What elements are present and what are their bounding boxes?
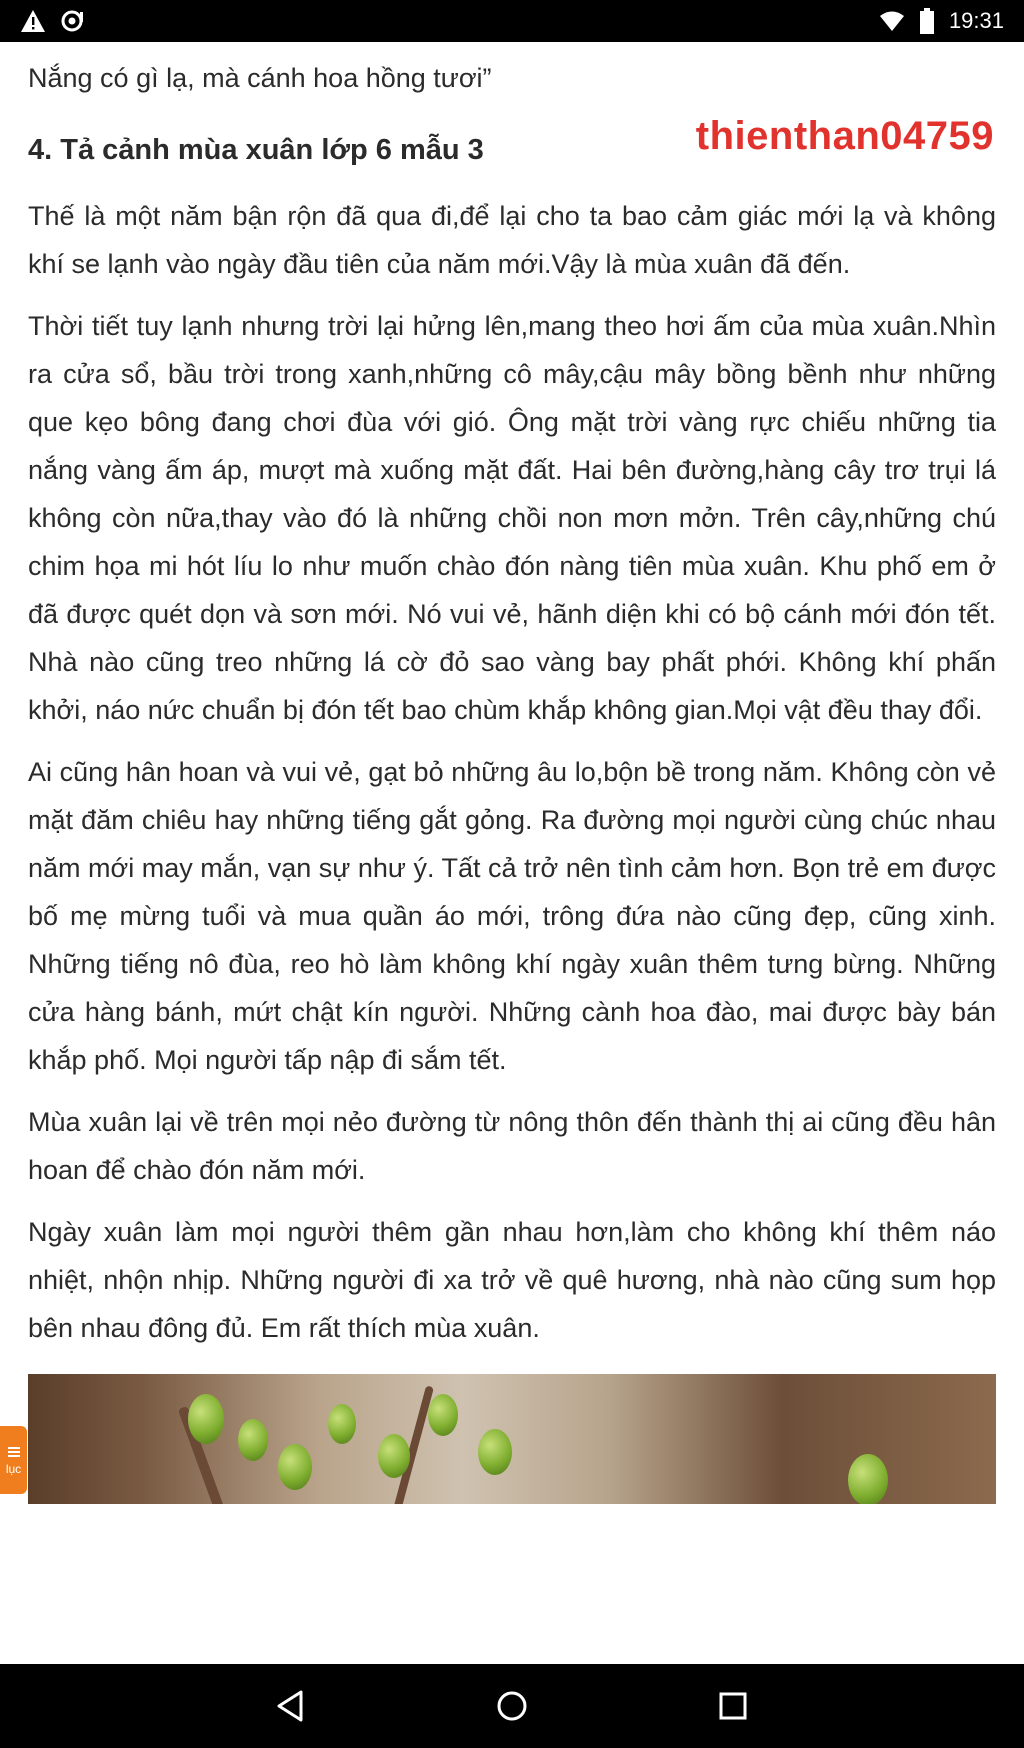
notification-icon xyxy=(60,9,86,33)
recents-icon xyxy=(718,1691,748,1721)
photo-bud xyxy=(378,1434,410,1478)
photo-bud xyxy=(478,1429,512,1475)
wifi-icon xyxy=(879,10,905,32)
navigation-bar xyxy=(0,1664,1024,1748)
recents-button[interactable] xyxy=(703,1676,763,1736)
warning-icon xyxy=(20,9,46,33)
status-bar xyxy=(0,0,1024,42)
photo-bud xyxy=(328,1404,356,1444)
paragraph-1: Thế là một năm bận rộn đã qua đi,để lại cho ta bao cảm giác mới lạ và không khí se lạnh vào ngày đầu tiên của năm mới.Vậy là mùa xuân đã đến. xyxy=(28,201,996,279)
back-icon xyxy=(274,1689,308,1723)
quote-line: Nắng có gì lạ, mà cánh hoa hồng tươi” xyxy=(28,63,492,93)
home-button[interactable] xyxy=(482,1676,542,1736)
back-button[interactable] xyxy=(261,1676,321,1736)
paragraph-4: Mùa xuân lại về trên mọi nẻo đường từ nông thôn đến thành thị ai cũng đều hân hoan để chào đón năm mới. xyxy=(28,1107,996,1185)
home-icon xyxy=(495,1689,529,1723)
paragraph-5: Ngày xuân làm mọi người thêm gần nhau hơn,làm cho không khí thêm náo nhiệt, nhộn nhịp. Những người đi xa trở về quê hương, nhà nào cũng sum họp bên nhau đông đủ. Em rất thích mùa xuân. xyxy=(28,1217,996,1343)
status-right-icons xyxy=(879,8,1004,34)
table-of-contents-tab[interactable] xyxy=(0,1426,27,1494)
status-left-icons xyxy=(20,9,86,33)
heading-row xyxy=(28,114,996,178)
menu-icon xyxy=(8,1445,20,1459)
photo-bud xyxy=(848,1454,888,1504)
article-content xyxy=(28,42,996,1664)
paragraph-3: Ai cũng hân hoan và vui vẻ, gạt bỏ những âu lo,bộn bề trong năm. Không còn vẻ mặt đăm chiêu hay những tiếng gắt gỏng. Ra đường mọi người cùng chúc nhau năm mới may mắn, vạn sự như ý. Tất cả trở nên tình cảm hơn. Bọn trẻ em được bố mẹ mừng tuổi và mua quần áo mới, trông đứa nào cũng đẹp, cũng xinh. Những tiếng nô đùa, reo hò làm không khí ngày xuân thêm tưng bừng. Những cửa hàng bánh, mứt chật kín người. Những cành hoa đào, mai được bày bán khắp phố. Mọi người tấp nập đi sắm tết. xyxy=(28,757,996,1075)
status-time: 19:31 xyxy=(948,8,1004,33)
photo-bud xyxy=(238,1419,268,1461)
photo-bud xyxy=(428,1394,458,1436)
battery-icon xyxy=(919,8,935,34)
watermark: thienthan04759 xyxy=(695,114,994,158)
paragraph-2: Thời tiết tuy lạnh nhưng trời lại hửng lên,mang theo hơi ấm của mùa xuân.Nhìn ra cửa sổ, bầu trời trong xanh,những cô mây,cậu mây bồng bềnh như những que kẹo bông đang chơi đùa với gió. Ông mặt trời vàng rực chiếu những tia nắng vàng ấm áp, mượt mà xuống mặt đất. Hai bên đường,hàng cây trơ trụi lá không còn nữa,thay vào đó là những chồi non mơn mởn. Trên cây,những chú chim họa mi hót líu lo như muốn chào đón nàng tiên mùa xuân. Khu phố em ở đã được quét dọn và sơn mới. Nó vui vẻ, hãnh diện khi có bộ cánh mới đón tết. Nhà nào cũng treo những lá cờ đỏ sao vàng bay phất phới. Không khí phấn khởi, náo nức chuẩn bị đón tết bao chùm khắp không gian.Mọi vật đều thay đổi. xyxy=(28,311,996,725)
section-heading: 4. Tả cảnh mùa xuân lớp 6 mẫu 3 xyxy=(28,134,484,166)
photo-bud xyxy=(278,1444,312,1490)
spring-buds-photo xyxy=(28,1374,996,1504)
photo-bud xyxy=(188,1394,224,1444)
side-tab-label: lục xyxy=(5,1462,22,1476)
